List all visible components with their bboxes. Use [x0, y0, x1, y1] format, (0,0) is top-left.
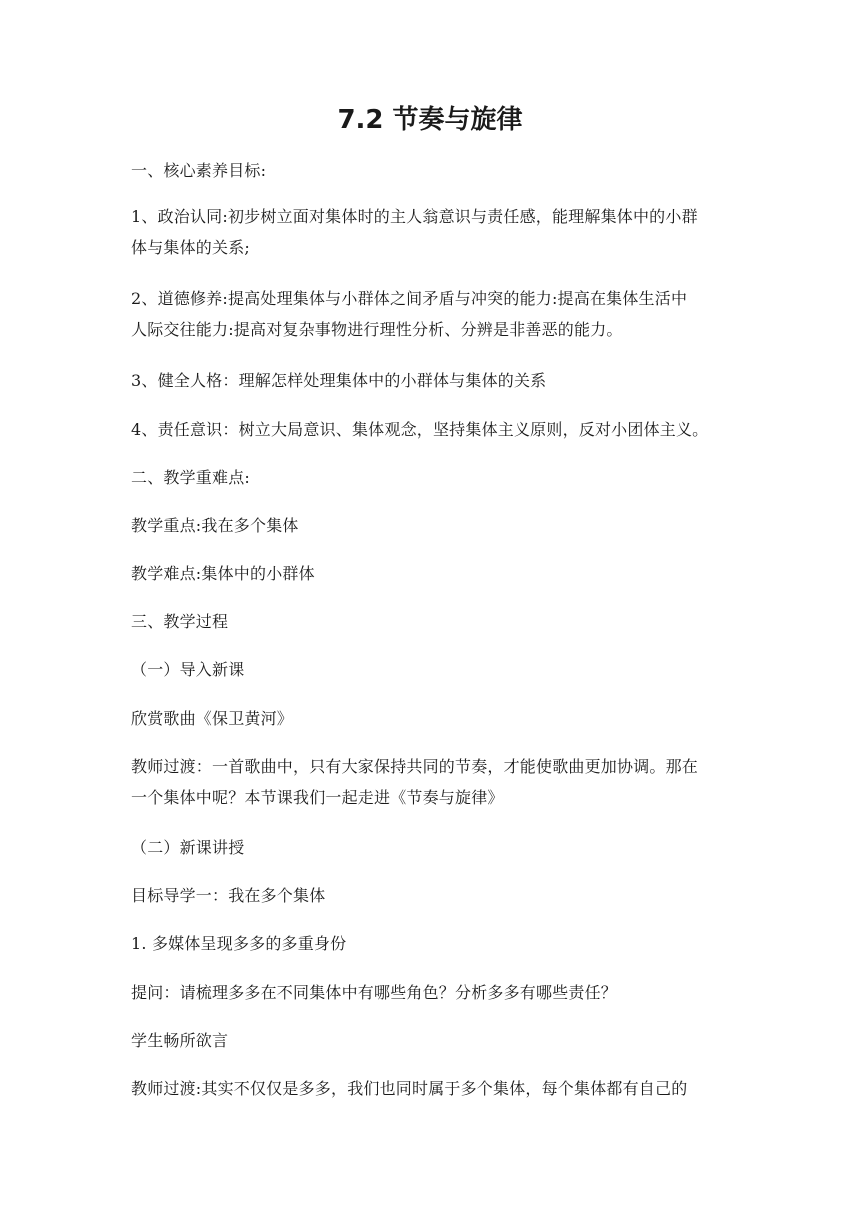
text-line: 三、教学过程	[131, 612, 229, 631]
teacher-transition-1	[131, 751, 731, 813]
teacher-transition-2	[131, 1073, 731, 1104]
text-line: 一个集体中呢？本节课我们一起走进《节奏与旋律》	[131, 788, 504, 807]
heading-teaching-process	[131, 606, 731, 637]
text-line: （一）导入新课	[131, 660, 245, 679]
text-line: 教学难点:集体中的小群体	[131, 564, 315, 583]
text-line: 二、教学重难点:	[131, 468, 250, 487]
text-line: 体与集体的关系;	[131, 238, 250, 257]
goal-moral-cultivation	[131, 283, 731, 345]
goal-political-identity	[131, 201, 731, 263]
objective-guide-1	[131, 880, 731, 911]
text-line: 4、责任意识：树立大局意识、集体观念，坚持集体主义原则，反对小团体主义。	[131, 420, 709, 439]
text-line: （二）新课讲授	[131, 838, 245, 857]
goal-personality	[131, 365, 731, 396]
text-line: 目标导学一：我在多个集体	[131, 886, 326, 905]
text-line: 3、健全人格：理解怎样处理集体中的小群体与集体的关系	[131, 371, 547, 390]
section-intro	[131, 654, 731, 685]
text-line: 一、核心素养目标:	[131, 161, 267, 180]
text-line: 1. 多媒体呈现多多的多重身份	[131, 934, 347, 953]
text-line: 学生畅所欲言	[131, 1031, 229, 1050]
text-line: 欣赏歌曲《保卫黄河》	[131, 709, 294, 728]
student-discussion	[131, 1025, 731, 1056]
heading-key-difficulties	[131, 462, 731, 493]
step-multimedia	[131, 928, 731, 959]
text-line: 提问：请梳理多多在不同集体中有哪些角色？分析多多有哪些责任？	[131, 983, 618, 1002]
text-line: 2、道德修养:提高处理集体与小群体之间矛盾与冲突的能力:提高在集体生活中	[131, 289, 688, 308]
text-line: 教师过渡：一首歌曲中，只有大家保持共同的节奏，才能使歌曲更加协调。那在	[131, 757, 699, 776]
teaching-focus	[131, 510, 731, 541]
text-line: 人际交往能力:提高对复杂事物进行理性分析、分辨是非善恶的能力。	[131, 320, 623, 339]
document-title: 7.2 节奏与旋律	[337, 105, 523, 135]
song-appreciation	[131, 703, 731, 734]
text-line: 教师过渡:其实不仅仅是多多，我们也同时属于多个集体，每个集体都有自己的	[131, 1079, 688, 1098]
text-line: 1、政治认同:初步树立面对集体时的主人翁意识与责任感，能理解集体中的小群	[131, 207, 698, 226]
teaching-difficulty	[131, 558, 731, 589]
question-prompt	[131, 977, 731, 1008]
goal-responsibility	[131, 414, 731, 445]
section-new-lesson	[131, 832, 731, 863]
heading-core-goals	[131, 155, 731, 186]
text-line: 教学重点:我在多个集体	[131, 516, 299, 535]
